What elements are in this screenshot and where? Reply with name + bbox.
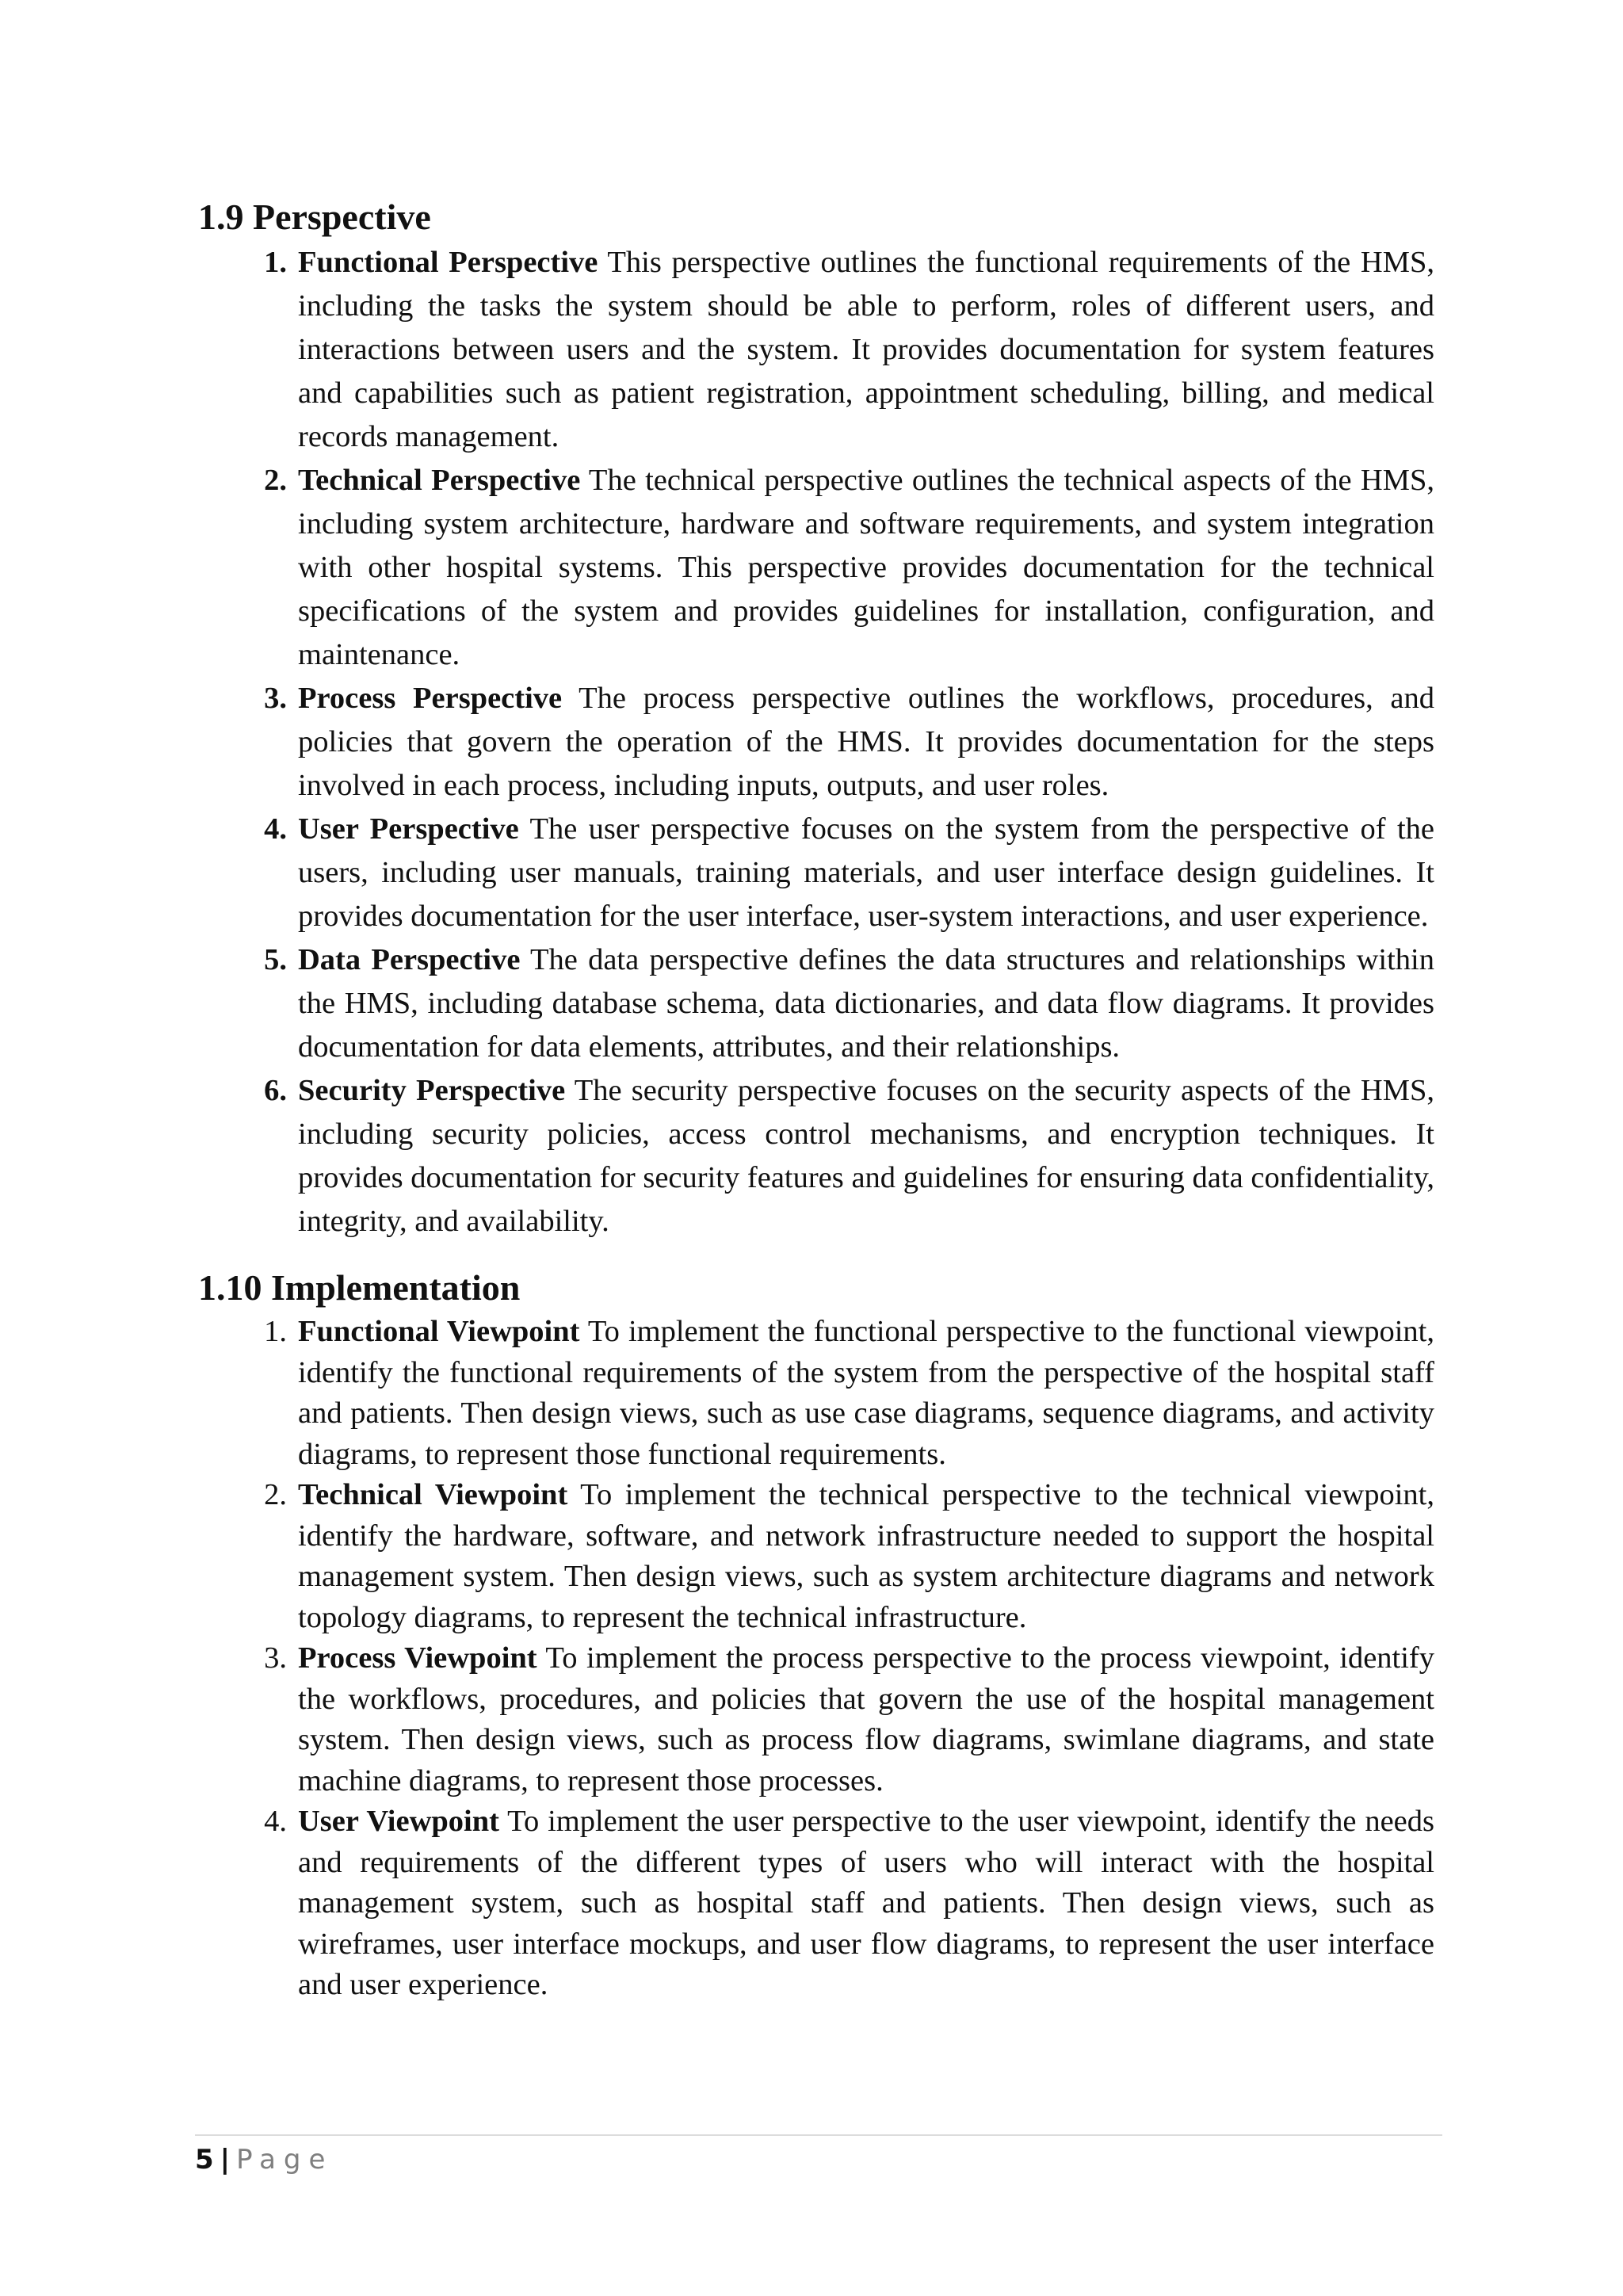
- item-text: This perspective outlines the functional requirements of the HMS, including the tasks the system should be able to perform, roles of different users, and interactions between users and the system. It provides documentation for system features and capabilities such as patient registration, appointment scheduling, billing, and medical records management.: [298, 246, 1434, 453]
- item-number: 1.: [264, 1315, 287, 1348]
- item-term: Process Viewpoint: [298, 1641, 537, 1675]
- item-term: Technical Perspective: [298, 464, 581, 497]
- item-term: User Viewpoint: [298, 1805, 499, 1838]
- item-term: User Perspective: [298, 812, 519, 846]
- item-text: To implement the functional perspective to the functional viewpoint, identify the functional requirements of the system from the perspective of the hospital staff and patients. Then design views, such as use case diagrams, sequence diagrams, and activity diagrams, to represent those functional requirements.: [298, 1315, 1434, 1471]
- item-text: To implement the user perspective to the user viewpoint, identify the needs and requirements of the different types of users who will interact with the hospital management system, such as hospital staff and patients. Then design views, such as wireframes, user interface mockups, and user flow diagrams, to represent the user interface and user experience.: [298, 1805, 1434, 2001]
- perspective-list: [198, 241, 1434, 1244]
- list-item: [198, 808, 1434, 938]
- item-term: Process Perspective: [298, 682, 563, 715]
- section-perspective: [198, 193, 1434, 1244]
- item-number: 6.: [264, 1074, 287, 1107]
- page-footer: [195, 2134, 1442, 2177]
- item-number: 5.: [264, 943, 287, 976]
- item-text: The data perspective defines the data structures and relationships within the HMS, including database schema, data dictionaries, and data flow diagrams. It provides documentation for data elements, attributes, and their relationships.: [298, 943, 1434, 1064]
- implementation-list: [198, 1312, 1434, 2006]
- item-number: 3.: [264, 682, 287, 715]
- item-text: To implement the technical perspective to the technical viewpoint, identify the hardware, software, and network infrastructure needed to support the hospital management system. Then design views, such as system architecture diagrams and network topology diagrams, to represent the technical infrastructure.: [298, 1478, 1434, 1634]
- item-number: 2.: [264, 1478, 287, 1511]
- item-text: The user perspective focuses on the system from the perspective of the users, including user manuals, training materials, and user interface design guidelines. It provides documentation for the user interface, user-system interactions, and user experience.: [298, 812, 1435, 933]
- item-term: Functional Viewpoint: [298, 1315, 580, 1348]
- item-text: The security perspective focuses on the security aspects of the HMS, including security policies, access control mechanisms, and encryption techniques. It provides documentation for security features and guidelines for ensuring data confidentiality, integrity, and availability.: [298, 1074, 1434, 1238]
- page-content: [198, 193, 1434, 2006]
- list-item: [198, 1638, 1434, 1801]
- item-text: The technical perspective outlines the technical aspects of the HMS, including system architecture, hardware and software requirements, and system integration with other hospital systems. This perspective provides documentation for the technical specifications of the system and provides guidelines for installation, configuration, and maintenance.: [298, 464, 1434, 671]
- section-heading: 1.9 Perspective: [198, 197, 431, 237]
- item-number: 4.: [264, 812, 287, 846]
- footer-separator: |: [220, 2144, 231, 2176]
- list-item: [198, 938, 1434, 1069]
- list-item: [198, 1069, 1434, 1244]
- page-label: Page: [236, 2144, 334, 2176]
- item-term: Functional Perspective: [298, 246, 598, 279]
- section-implementation: [198, 1264, 1434, 2006]
- page-number: 5: [195, 2144, 214, 2176]
- list-item: [198, 1801, 1434, 2006]
- item-number: 4.: [264, 1805, 287, 1838]
- item-text: To implement the process perspective to the process viewpoint, identify the workflows, procedures, and policies that govern the use of the hospital management system. Then design views, such as process flow diagrams, swimlane diagrams, and state machine diagrams, to represent those processes.: [298, 1641, 1434, 1797]
- item-number: 1.: [264, 246, 287, 279]
- list-item: [198, 459, 1434, 677]
- item-term: Data Perspective: [298, 943, 521, 976]
- list-item: [198, 241, 1434, 459]
- item-number: 2.: [264, 464, 287, 497]
- item-text: The process perspective outlines the workflows, procedures, and policies that govern the operation of the HMS. It provides documentation for the steps involved in each process, including inputs, outputs, and user roles.: [298, 682, 1434, 802]
- list-item: [198, 1312, 1434, 1475]
- item-term: Technical Viewpoint: [298, 1478, 568, 1511]
- item-number: 3.: [264, 1641, 287, 1675]
- list-item: [198, 677, 1434, 808]
- section-heading: 1.10 Implementation: [198, 1267, 521, 1308]
- item-term: Security Perspective: [298, 1074, 566, 1107]
- list-item: [198, 1475, 1434, 1638]
